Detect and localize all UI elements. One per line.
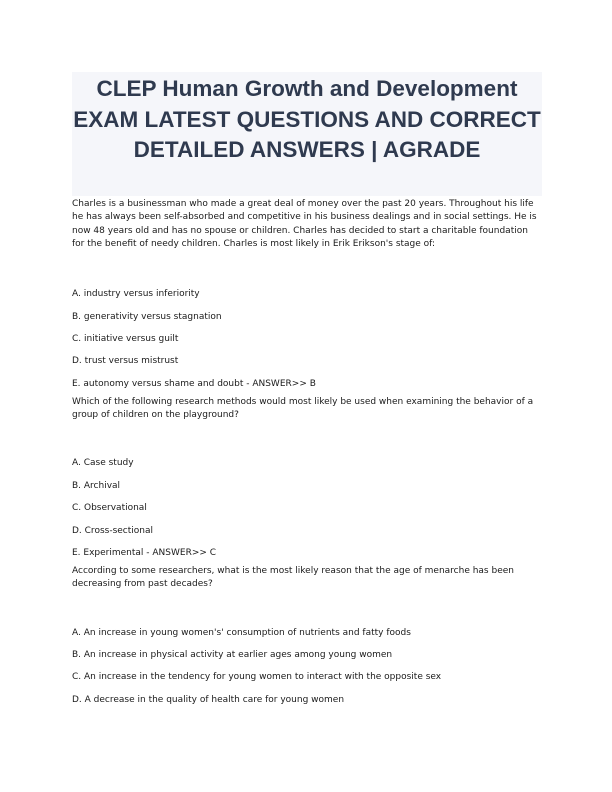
question-text: Charles is a businessman who made a great deal of money over the past 20 years. Throughout his life he has always been self-absorbed and competitive in his business dealings and in social settings. He is now 48 years old and has no spouse or children. Charles has decided to start a charitable foundation for the benefit of needy children. Charles is most likely in Erik Erikson's stage of: xyxy=(72,199,537,249)
answer-option: E. autonomy versus shame and doubt - ANSWER>> B xyxy=(72,378,316,389)
document-content xyxy=(72,198,542,706)
question-text: Which of the following research methods would most likely be used when examining the behavior of a group of children on the playground? xyxy=(72,396,534,421)
page-title: CLEP Human Growth and Development EXAM LATEST QUESTIONS AND CORRECT DETAILED ANSWERS | AGRADE xyxy=(73,76,541,162)
answer-option: D. Cross-sectional xyxy=(72,525,153,536)
answer-option: C. An increase in the tendency for young women to interact with the opposite sex xyxy=(72,672,442,683)
answer-option: A. An increase in young women's' consumption of nutrients and fatty foods xyxy=(72,627,411,638)
answer-option: B. Archival xyxy=(72,480,121,491)
answer-options xyxy=(72,288,542,390)
answer-option: A. Case study xyxy=(72,458,134,469)
answer-option: D. A decrease in the quality of health care for young women xyxy=(72,694,345,705)
answer-option: B. An increase in physical activity at earlier ages among young women xyxy=(72,649,393,660)
answer-option: A. industry versus inferiority xyxy=(72,289,200,300)
answer-option: C. initiative versus guilt xyxy=(72,333,179,344)
answer-option: D. trust versus mistrust xyxy=(72,356,179,367)
answer-option: E. Experimental - ANSWER>> C xyxy=(72,547,217,558)
answer-option: B. generativity versus stagnation xyxy=(72,311,222,322)
answer-option: C. Observational xyxy=(72,503,147,514)
title-banner xyxy=(72,72,542,196)
answer-options xyxy=(72,627,542,706)
question-text: According to some researchers, what is the most likely reason that the age of menarche has been decreasing from past decades? xyxy=(72,565,514,590)
answer-options xyxy=(72,457,542,559)
